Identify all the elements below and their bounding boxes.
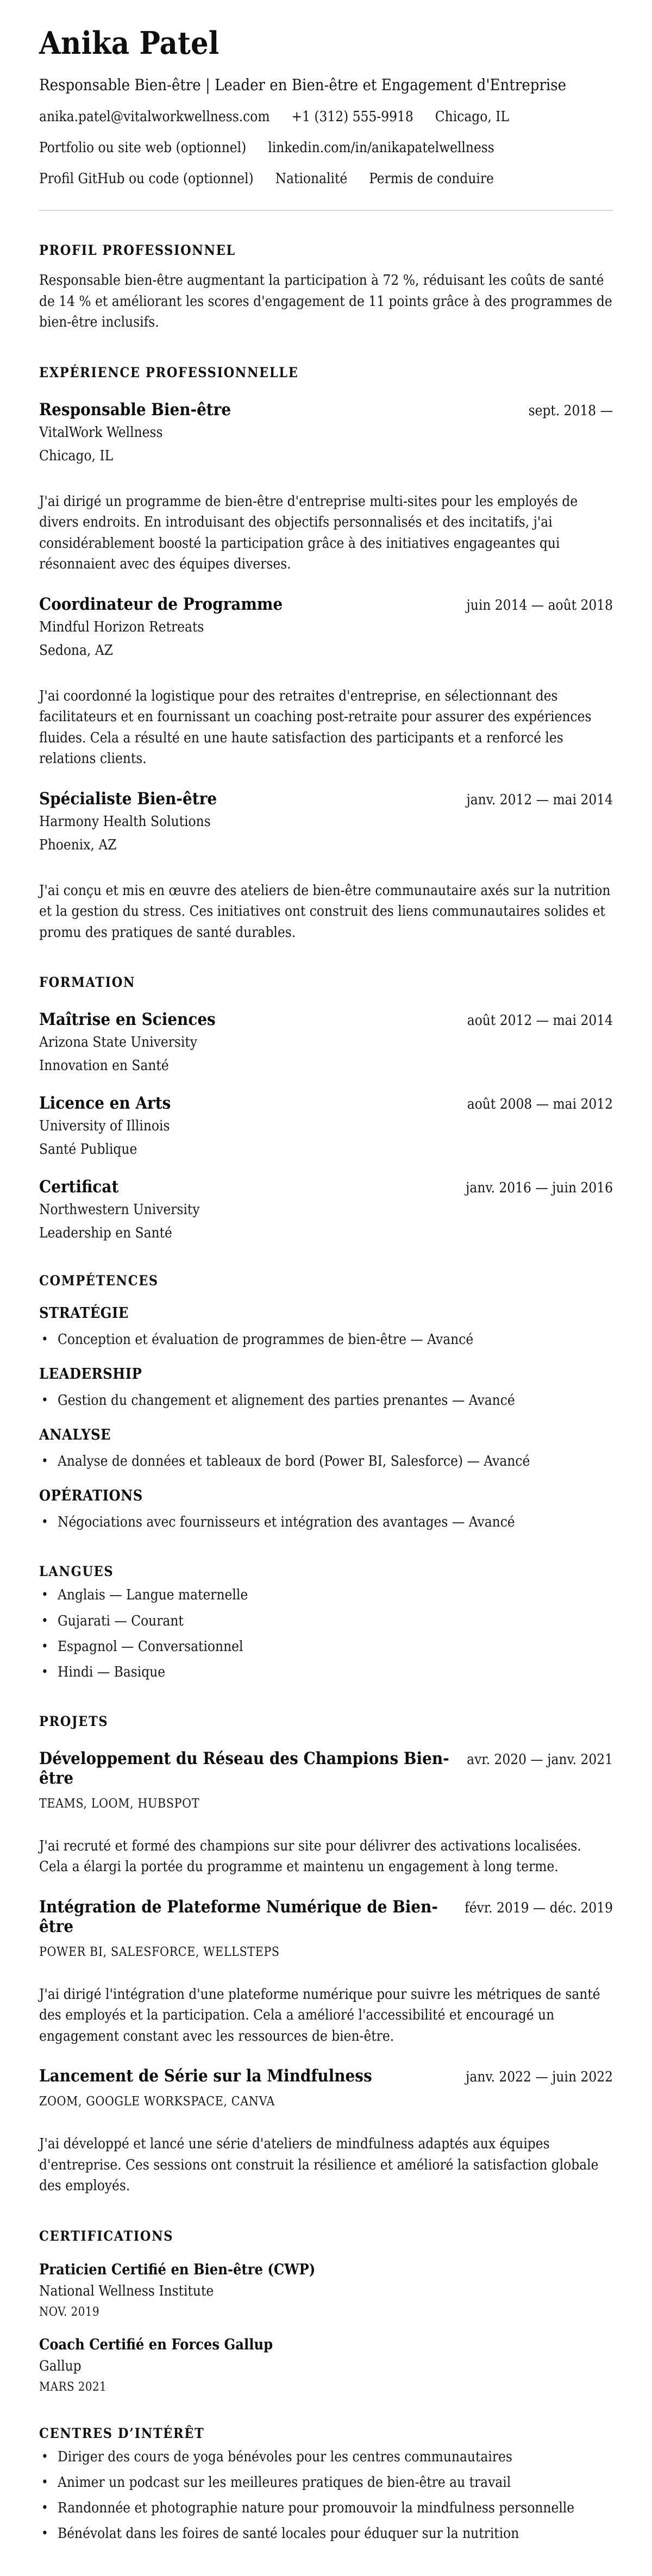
degree-title: Maîtrise en Sciences xyxy=(39,1010,216,1030)
contact-row-1 xyxy=(39,108,613,127)
project-entry xyxy=(39,2066,613,2196)
section-title-languages: LANGUES xyxy=(39,1564,114,1580)
education-entry xyxy=(39,1177,613,1241)
project-description: J'ai recruté et formé des champions sur site pour délivrer des activations localisées. Cela a élargi la portée du programme et maintenu un engagement à long terme. xyxy=(39,1837,581,1875)
job-title: Responsable Bien-être xyxy=(39,399,231,420)
certification-issuer: Gallup xyxy=(39,2358,82,2374)
job-location: Chicago, IL xyxy=(39,447,114,464)
contact-driving-license: Permis de conduire xyxy=(369,170,494,187)
project-tools: POWER BI, SALESFORCE, WELLSTEPS xyxy=(39,1944,280,1959)
candidate-name: Anika Patel xyxy=(39,25,220,61)
project-dates: avr. 2020 — janv. 2021 xyxy=(467,1751,613,1768)
section-title-experience: EXPÉRIENCE PROFESSIONNELLE xyxy=(39,364,299,380)
section-title-profile: PROFIL PROFESSIONNEL xyxy=(39,242,236,259)
language-item: • Hindi — Basique xyxy=(39,1663,613,1682)
degree-school: Arizona State University xyxy=(39,1034,198,1051)
project-entry xyxy=(39,1749,613,1878)
job-company: Harmony Health Solutions xyxy=(39,813,211,830)
contact-email: anika.patel@vitalworkwellness.com xyxy=(39,109,270,126)
skill-category: OPÉRATIONS xyxy=(39,1487,143,1505)
certification-issuer: National Wellness Institute xyxy=(39,2283,214,2299)
interest-item: • Diriger des cours de yoga bénévoles pour les centres communautaires xyxy=(39,2448,613,2467)
certification-name: Praticien Certifié en Bien-être (CWP) xyxy=(39,2261,316,2278)
contact-row-2 xyxy=(39,139,613,158)
skill-item: • Gestion du changement et alignement des parties prenantes — Avancé xyxy=(39,1391,613,1410)
section-title-projects: PROJETS xyxy=(39,1713,109,1729)
job-entry xyxy=(39,789,613,943)
job-entry xyxy=(39,595,613,770)
contact-portfolio: Portfolio ou site web (optionnel) xyxy=(39,139,247,156)
skill-group xyxy=(39,1305,613,1349)
degree-dates: janv. 2016 — juin 2016 xyxy=(466,1180,613,1197)
section-interests xyxy=(39,2425,613,2543)
section-title-education: FORMATION xyxy=(39,974,136,991)
candidate-tagline: Responsable Bien-être | Leader en Bien-être et Engagement d'Entreprise xyxy=(39,76,567,95)
job-description: J'ai conçu et mis en œuvre des ateliers de bien-être communautaire axés sur la nutrition et la gestion du stress. Ces initiatives ont construit des liens communautaires solides et promu des pratiques de santé durables. xyxy=(39,882,611,941)
project-description: J'ai développé et lancé une série d'ateliers de mindfulness adaptés aux équipes d'entreprise. Ces sessions ont construit la résilience et amélioré la satisfaction globale des employés. xyxy=(39,2136,599,2194)
section-projects xyxy=(39,1714,613,2197)
education-entry xyxy=(39,1010,613,1074)
skill-category: STRATÉGIE xyxy=(39,1305,129,1322)
contact-location: Chicago, IL xyxy=(435,109,509,126)
skill-category: ANALYSE xyxy=(39,1427,111,1444)
degree-field: Santé Publique xyxy=(39,1141,137,1158)
education-entry xyxy=(39,1093,613,1158)
section-experience xyxy=(39,365,613,943)
interest-item: • Randonnée et photographie nature pour promouvoir la mindfulness personnelle xyxy=(39,2499,613,2518)
contact-row-3 xyxy=(39,170,613,189)
section-title-certifications: CERTIFICATIONS xyxy=(39,2228,174,2244)
skill-item: • Négociations avec fournisseurs et intégration des avantages — Avancé xyxy=(39,1513,613,1532)
language-item: • Anglais — Langue maternelle xyxy=(39,1586,613,1605)
project-name: Lancement de Série sur la Mindfulness xyxy=(39,2066,372,2086)
degree-school: University of Illinois xyxy=(39,1118,170,1135)
section-education xyxy=(39,974,613,1241)
project-name: Intégration de Plateforme Numérique de Bien-être xyxy=(39,1897,438,1936)
contact-github: Profil GitHub ou code (optionnel) xyxy=(39,170,254,187)
project-dates: févr. 2019 — déc. 2019 xyxy=(465,1899,613,1916)
section-certifications xyxy=(39,2228,613,2394)
job-dates: sept. 2018 — xyxy=(528,402,613,419)
project-name: Développement du Réseau des Champions Bien-être xyxy=(39,1748,449,1788)
project-tools: TEAMS, LOOM, HUBSPOT xyxy=(39,1796,200,1811)
interest-item: • Animer un podcast sur les meilleures pratiques de bien-être au travail xyxy=(39,2473,613,2492)
degree-title: Licence en Arts xyxy=(39,1093,171,1114)
job-location: Sedona, AZ xyxy=(39,642,113,659)
job-company: Mindful Horizon Retreats xyxy=(39,618,204,635)
degree-school: Northwestern University xyxy=(39,1202,200,1218)
job-description: J'ai dirigé un programme de bien-être d'entreprise multi-sites pour les employés de divers endroits. En introduisant des objectifs personnalisés et des incitatifs, j'ai considérablement boosté la participation grâce à des initiatives engageantes qui résonnaient avec des équipes diverses. xyxy=(39,493,578,573)
job-dates: juin 2014 — août 2018 xyxy=(466,597,613,614)
contact-nationality: Nationalité xyxy=(275,170,348,187)
interest-item: • Bénévolat dans les foires de santé locales pour éduquer sur la nutrition xyxy=(39,2524,613,2543)
language-item: • Espagnol — Conversationnel xyxy=(39,1637,613,1656)
job-company: VitalWork Wellness xyxy=(39,424,163,441)
section-profile xyxy=(39,242,613,333)
language-item: • Gujarati — Courant xyxy=(39,1612,613,1631)
skill-item: • Conception et évaluation de programmes de bien-être — Avancé xyxy=(39,1330,613,1349)
certification-entry xyxy=(39,2261,613,2319)
project-dates: janv. 2022 — juin 2022 xyxy=(466,2069,613,2086)
profile-summary: Responsable bien-être augmentant la participation à 72 %, réduisant les coûts de santé de 14 % et améliorant les scores d'engagement de 11 points grâce à des programmes de bien-être inclusifs. xyxy=(39,272,612,331)
degree-field: Innovation en Santé xyxy=(39,1058,169,1074)
job-location: Phoenix, AZ xyxy=(39,836,117,853)
certification-date: MARS 2021 xyxy=(39,2380,107,2394)
job-description: J'ai coordonné la logistique pour des retraites d'entreprise, en sélectionnant des facilitateurs et en fournissant un coaching post-retraite pour assurer des expériences fluides. Cela a résulté en une haute satisfaction des participants et a renforcé les relations clients. xyxy=(39,687,592,767)
job-title: Spécialiste Bien-être xyxy=(39,789,217,809)
section-title-skills: COMPÉTENCES xyxy=(39,1273,159,1289)
section-skills xyxy=(39,1273,613,1532)
degree-field: Leadership en Santé xyxy=(39,1225,172,1242)
skill-group xyxy=(39,1487,613,1532)
certification-date: NOV. 2019 xyxy=(39,2305,100,2319)
contact-phone: +1 (312) 555-9918 xyxy=(291,109,413,126)
project-description: J'ai dirigé l'intégration d'une plateforme numérique pour suivre les métriques de santé des employés et la participation. Cela a amélioré l'accessibilité et encouragé un engagement constant avec les ressources de bien-être. xyxy=(39,1986,600,2044)
degree-dates: août 2012 — mai 2014 xyxy=(467,1012,613,1029)
skill-category: LEADERSHIP xyxy=(39,1366,142,1383)
section-languages xyxy=(39,1564,613,1681)
certification-name: Coach Certifié en Forces Gallup xyxy=(39,2336,273,2353)
job-dates: janv. 2012 — mai 2014 xyxy=(466,791,613,808)
job-title: Coordinateur de Programme xyxy=(39,594,283,614)
job-entry xyxy=(39,400,613,575)
degree-title: Certificat xyxy=(39,1177,119,1197)
certification-entry xyxy=(39,2336,613,2394)
degree-dates: août 2008 — mai 2012 xyxy=(467,1096,613,1113)
section-title-interests: CENTRES D’INTÉRÊT xyxy=(39,2425,205,2441)
header-divider xyxy=(39,210,613,211)
skill-group xyxy=(39,1427,613,1471)
project-tools: ZOOM, GOOGLE WORKSPACE, CANVA xyxy=(39,2094,275,2109)
skill-item: • Analyse de données et tableaux de bord (Power BI, Salesforce) — Avancé xyxy=(39,1452,613,1471)
resume-header xyxy=(39,25,613,211)
contact-linkedin: linkedin.com/in/anikapatelwellness xyxy=(268,139,494,156)
project-entry xyxy=(39,1897,613,2047)
skill-group xyxy=(39,1366,613,1410)
